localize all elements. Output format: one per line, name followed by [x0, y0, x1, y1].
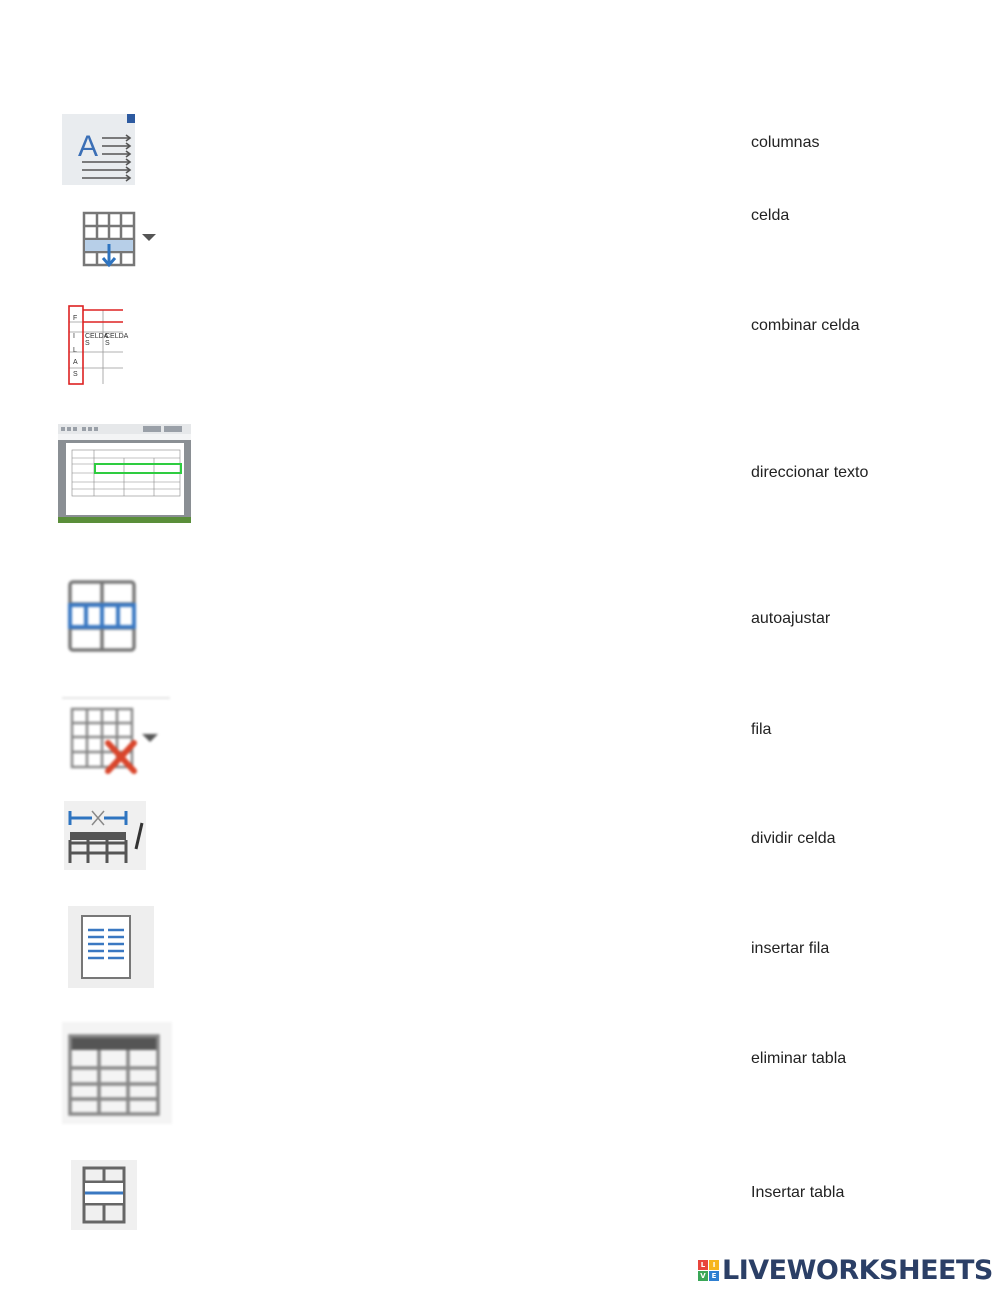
- item-label-3: combinar celda: [751, 317, 860, 334]
- columns-icon: [68, 906, 154, 988]
- logo-letter-i: I: [709, 1260, 719, 1270]
- cell-text-2: CELDA: [105, 333, 129, 340]
- merge-cells-icon: [71, 1160, 137, 1230]
- item-label-6: fila: [751, 721, 772, 738]
- logo-letter-e: E: [709, 1271, 719, 1281]
- split-cells-icon: [66, 578, 138, 654]
- item-label-2: celda: [751, 207, 790, 224]
- item-label-5: autoajustar: [751, 610, 831, 627]
- item-label-7: dividir celda: [751, 830, 836, 847]
- logo-letter-v: V: [698, 1271, 708, 1281]
- item-label-9: eliminar tabla: [751, 1050, 847, 1067]
- cell-suffix-2: S: [105, 340, 110, 347]
- text-direction-icon: [62, 114, 135, 185]
- liveworksheets-logo: [698, 1256, 993, 1284]
- logo-mark: [698, 1260, 719, 1281]
- item-label-4: direccionar texto: [751, 464, 869, 481]
- column-letter-a: A: [73, 359, 78, 366]
- cell-text-1: CELDA: [85, 333, 109, 340]
- column-letter-f: F: [73, 315, 78, 322]
- column-letter-l: L: [73, 347, 77, 354]
- autofit-icon: [64, 801, 146, 870]
- item-label-1: columnas: [751, 134, 820, 151]
- cell-suffix-1: S: [85, 340, 90, 347]
- insert-table-icon: [62, 1022, 172, 1124]
- brand-name: LIVEWORKSHEETS: [722, 1254, 993, 1286]
- item-label-8: insertar fila: [751, 940, 830, 957]
- table-screenshot-icon: [58, 424, 191, 523]
- delete-table-icon: [62, 697, 170, 777]
- insert-row-below-icon: [80, 210, 160, 270]
- logo-letter-l: L: [698, 1260, 708, 1270]
- item-label-10: Insertar tabla: [751, 1184, 845, 1201]
- column-letter-i: I: [73, 333, 75, 340]
- svg-text:A: A: [78, 130, 99, 163]
- table-column-highlight-icon: [59, 302, 129, 388]
- column-letter-s: S: [73, 371, 78, 378]
